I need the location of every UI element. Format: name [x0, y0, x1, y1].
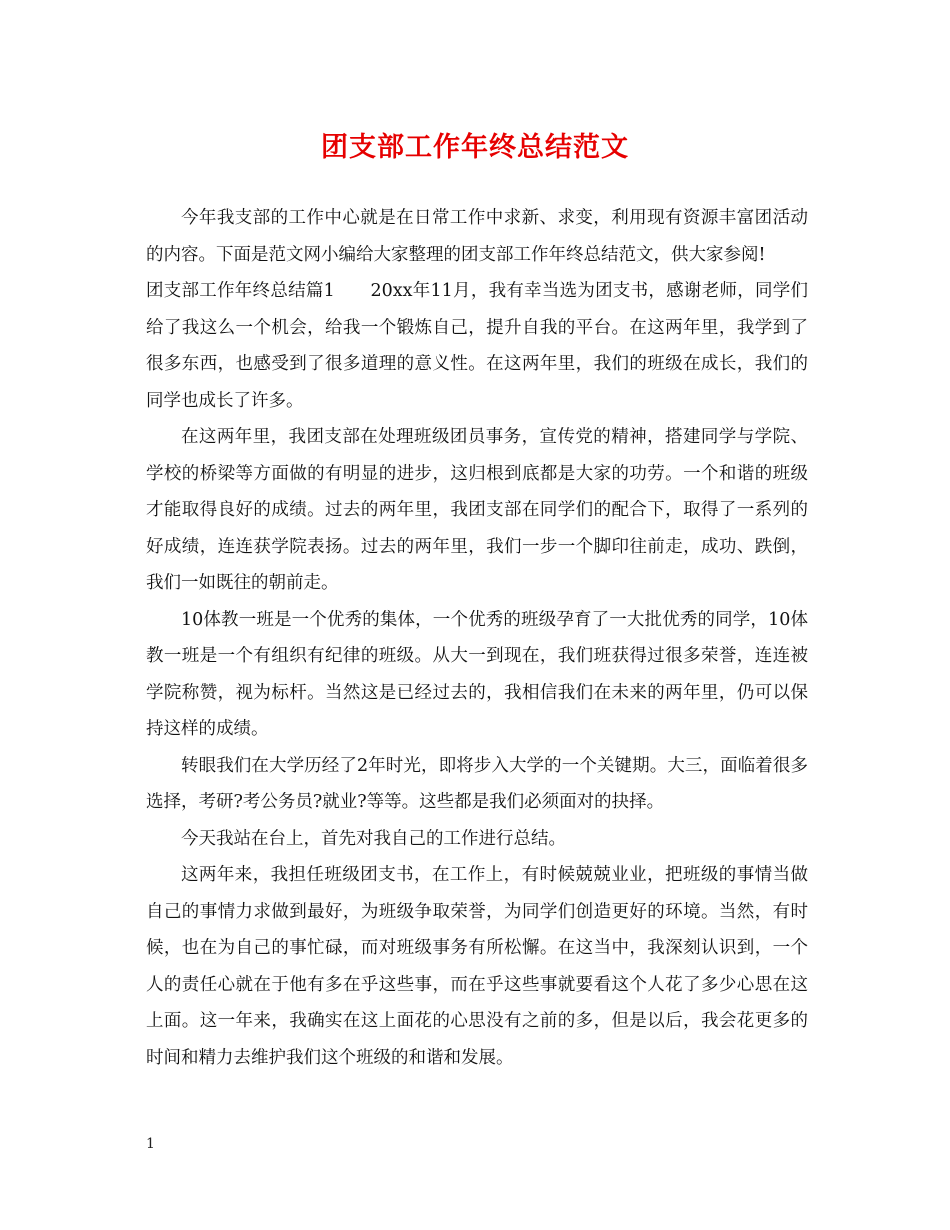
- paragraph-choices: 转眼我们在大学历经了2年时光，即将步入大学的一个关键期。大三，面临着很多选择，考研?考公务员?就业?等等。这些都是我们必须面对的抉择。: [146, 755, 808, 812]
- document-body: [146, 200, 808, 1076]
- paragraph-class: 10体教一班是一个优秀的集体，一个优秀的班级孕育了一大批优秀的同学，10体教一班是一个有组织有纪律的班级。从大一到现在，我们班获得过很多荣誉，连连被学院称赞，视为标杆。当然这是已经过去的，我相信我们在未来的两年里，仍可以保持这样的成绩。: [146, 609, 808, 739]
- paragraph-section-1: 团支部工作年终总结篇1 20xx年11月，我有幸当选为团支书，感谢老师，同学们给了我这么一个机会，给我一个锻炼自己，提升自我的平台。在这两年里，我学到了很多东西，也感受到了很多道理的意义性。在这两年里，我们的班级在成长，我们的同学也成长了许多。: [146, 281, 808, 411]
- document-title: 团支部工作年终总结范文: [321, 132, 629, 163]
- paragraph-reflection: 这两年来，我担任班级团支书，在工作上，有时候兢兢业业，把班级的事情当做自己的事情力求做到最好，为班级争取荣誉，为同学们创造更好的环境。当然，有时候，也在为自己的事忙碌，而对班级事务有所松懈。在这当中，我深刻认识到，一个人的责任心就在于他有多在乎这些事，而在乎这些事就要看这个人花了多少心思在这上面。这一年来，我确实在这上面花的心思没有之前的多，但是以后，我会花更多的时间和精力去维护我们这个班级的和谐和发展。: [146, 865, 808, 1068]
- paragraph-summary-intro: 今天我站在台上，首先对我自己的工作进行总结。: [181, 828, 566, 849]
- paragraph-intro: 今年我支部的工作中心就是在日常工作中求新、求变，利用现有资源丰富团活动的内容。下面是范文网小编给大家整理的团支部工作年终总结范文，供大家参阅!: [146, 208, 808, 265]
- page-number: 1: [146, 1136, 155, 1152]
- paragraph-achievements: 在这两年里，我团支部在处理班级团员事务，宣传党的精神，搭建同学与学院、学校的桥梁等方面做的有明显的进步，这归根到底都是大家的功劳。一个和谐的班级才能取得良好的成绩。过去的两年里，我团支部在同学们的配合下，取得了一系列的好成绩，连连获学院表扬。过去的两年里，我们一步一个脚印往前走，成功、跌倒，我们一如既往的朝前走。: [146, 427, 808, 593]
